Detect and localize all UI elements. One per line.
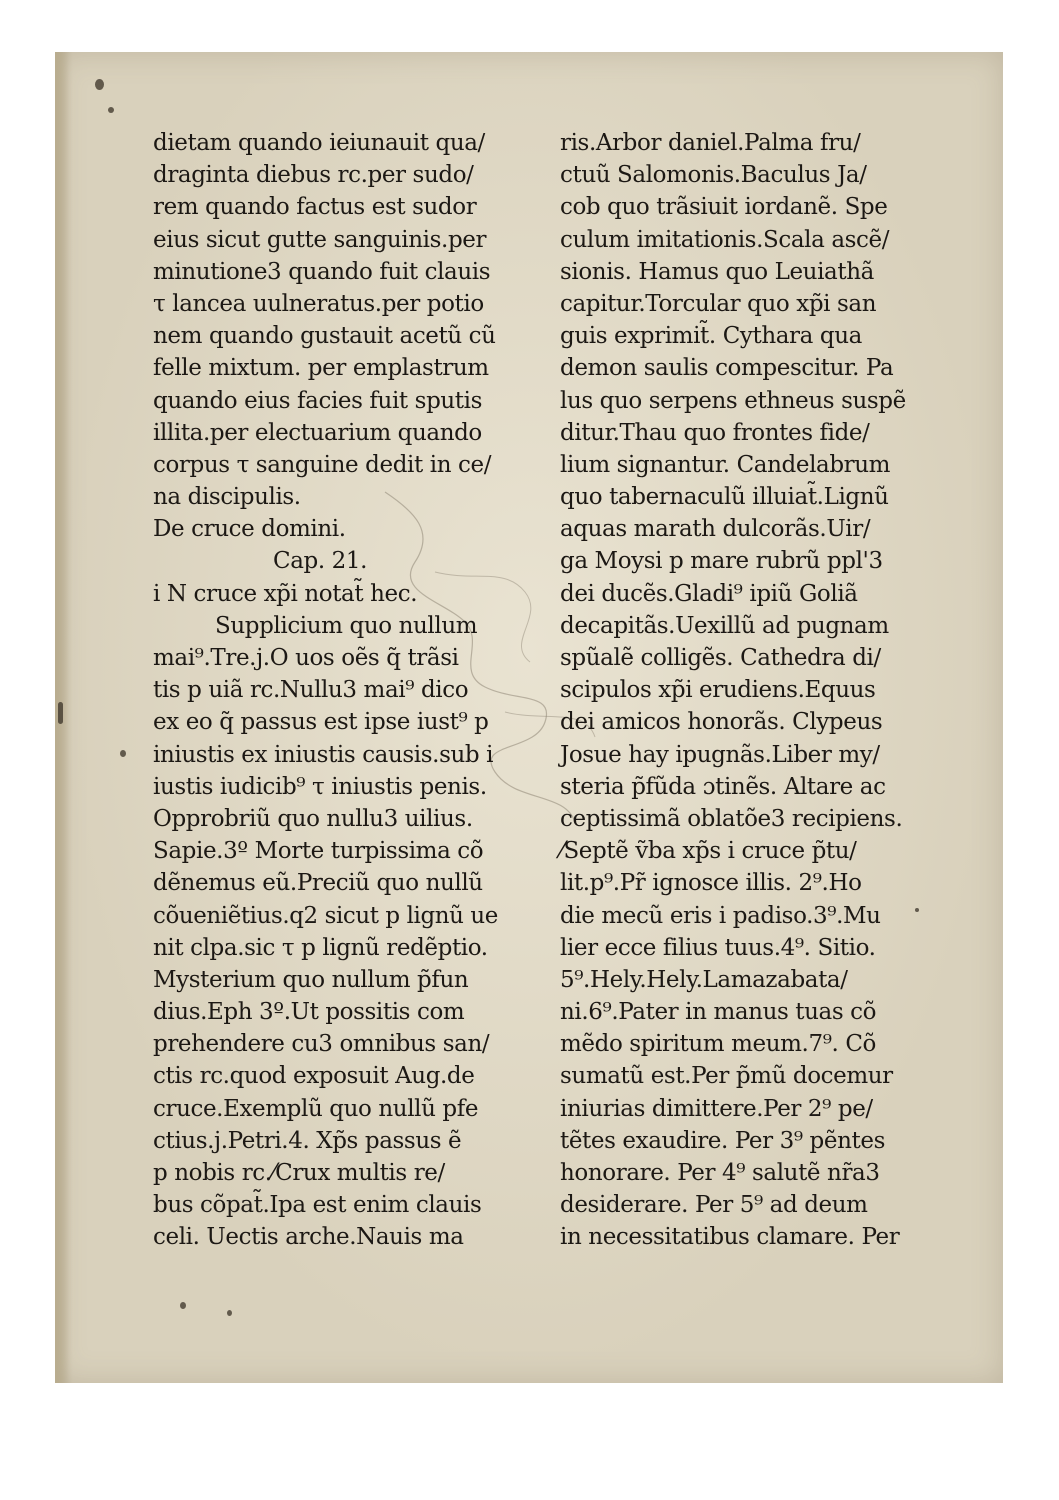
text-line: na discipulis.: [153, 484, 301, 511]
text-line: minutione3 quando fuit clauis: [153, 258, 491, 285]
scanned-page: [55, 52, 1003, 1383]
chapter-label: Cap. 21.: [273, 548, 368, 575]
ink-speck: [227, 1310, 232, 1316]
text-line: aquas marath dulcorãs.Uir/: [560, 516, 871, 543]
text-line: τ lancea uulneratus.per potio: [153, 290, 484, 317]
text-line: sionis. Hamus quo Leuiathã: [560, 258, 874, 285]
text-line: ⁄Septẽ ṽba xp̃s i cruce p̃tu/: [560, 838, 857, 865]
text-line: eius sicut gutte sanguinis.per: [153, 226, 487, 253]
text-line: corpus τ sanguine dedit in ce/: [153, 451, 492, 478]
text-line: dietam quando ieiunauit qua/: [153, 130, 485, 156]
text-line: lier ecce filius tuus.4⁹. Sitio.: [560, 934, 876, 961]
section-heading: De cruce domini.: [153, 516, 346, 543]
left-text-column: [153, 127, 498, 1254]
text-line: dei ducẽs.Gladi⁹ ipiũ Goliã: [560, 580, 858, 607]
text-line: steria p̃fũda ɔtinẽs. Altare ac: [560, 773, 886, 800]
ink-speck: [180, 1302, 186, 1309]
text-line: decapitãs.Uexillũ ad pugnam: [560, 612, 889, 639]
text-line: celi. Uectis arche.Nauis ma: [153, 1224, 464, 1251]
text-line: dius.Eph 3º.Ut possitis com: [153, 999, 465, 1026]
text-line: guis exprimit̃. Cythara qua: [560, 323, 862, 350]
text-line: Josue hay ipugnãs.Liber my/: [560, 741, 880, 768]
text-line: desiderare. Per 5⁹ ad deum: [560, 1192, 868, 1219]
text-line: lit.p⁹.Pr̃ ignosce illis. 2⁹.Ho: [560, 870, 862, 897]
text-line: capitur.Torcular quo xp̃i san: [560, 290, 877, 317]
text-line: lus quo serpens ethneus suspẽ: [560, 387, 906, 414]
text-line: p nobis rc.⁄Crux multis re/: [153, 1160, 445, 1186]
ink-speck: [915, 908, 919, 912]
ink-speck: [120, 750, 126, 757]
text-line: ga Moysi p mare rubrũ ppl'3: [560, 548, 883, 575]
text-line: tis p uiã rc.Nullu3 mai⁹ dico: [153, 677, 469, 704]
text-line: tẽtes exaudire. Per 3⁹ pẽntes: [560, 1127, 885, 1154]
text-line: ex eo q̃ passus est ipse iust⁹ p: [153, 709, 489, 736]
text-line: quo tabernaculũ illuiat̃.Lignũ: [560, 484, 889, 511]
text-line: iniustis ex iniustis causis.sub i: [153, 741, 494, 768]
ink-speck: [58, 702, 63, 724]
text-line: iustis iudicib⁹ τ iniustis penis.: [153, 773, 487, 800]
text-line: 5⁹.Hely.Hely.Lamazabata/: [560, 966, 848, 993]
text-line: Opprobriũ quo nullu3 uilius.: [153, 805, 473, 832]
text-line: ris.Arbor daniel.Palma fru/: [560, 130, 861, 156]
text-line: prehendere cu3 omnibus san/: [153, 1031, 490, 1058]
text-line: mai⁹.Tre.j.O uos oẽs q̃ trãsi: [153, 645, 459, 671]
text-line: cõueniẽtius.q2 sicut p lignũ ue: [153, 902, 498, 929]
text-line: draginta diebus rc.per sudo/: [153, 162, 474, 189]
text-line: ctius.j.Petri.4. Xp̃s passus ẽ: [153, 1127, 462, 1154]
text-line: demon saulis compescitur. Pa: [560, 355, 894, 382]
text-line: iniurias dimittere.Per 2⁹ pe/: [560, 1095, 873, 1122]
text-line: nit clpa.sic τ p lignũ redẽptio.: [153, 934, 488, 961]
right-text-column: [560, 127, 910, 1254]
text-line: honorare. Per 4⁹ salutẽ nr̃a3: [560, 1160, 880, 1186]
text-line: Supplicium quo nullum: [215, 612, 478, 639]
text-line: i N cruce xp̃i notat̃ hec.: [153, 580, 418, 607]
text-line: bus cõpat̃.Ipa est enim clauis: [153, 1192, 482, 1219]
text-line: dẽnemus eũ.Preciũ quo nullũ: [153, 870, 483, 897]
text-line: mẽdo spiritum meum.7⁹. Cõ: [560, 1031, 876, 1058]
text-line: felle mixtum. per emplastrum: [153, 355, 489, 382]
text-line: sumatũ est.Per p̃mũ docemur: [560, 1063, 893, 1090]
ink-speck: [95, 79, 104, 90]
text-line: rem quando factus est sudor: [153, 194, 477, 221]
text-line: culum imitationis.Scala ascẽ/: [560, 226, 890, 253]
text-line: ditur.Thau quo frontes fide/: [560, 419, 870, 446]
text-line: lium signantur. Candelabrum: [560, 451, 891, 478]
text-line: die mecũ eris i padiso.3⁹.Mu: [560, 902, 881, 929]
text-line: cob quo trãsiuit iordanẽ. Spe: [560, 194, 888, 221]
text-line: Mysterium quo nullum p̃fun: [153, 966, 469, 993]
text-line: scipulos xp̃i erudiens.Equus: [560, 677, 876, 704]
text-line: cruce.Exemplũ quo nullũ pfe: [153, 1095, 479, 1122]
text-line: illita.per electuarium quando: [153, 419, 482, 446]
text-line: dei amicos honorãs. Clypeus: [560, 709, 883, 736]
ink-speck: [108, 107, 114, 113]
text-line: ctuũ Salomonis.Baculus Ja/: [560, 162, 867, 189]
text-line: Sapie.3º Morte turpissima cõ: [153, 838, 484, 865]
text-line: nem quando gustauit acetũ cũ: [153, 323, 496, 350]
text-line: spũalẽ colligẽs. Cathedra di/: [560, 645, 881, 671]
text-line: ni.6⁹.Pater in manus tuas cõ: [560, 999, 877, 1026]
text-line: in necessitatibus clamare. Per: [560, 1224, 900, 1251]
text-line: ctis rc.quod exposuit Aug.de: [153, 1063, 475, 1090]
text-line: ceptissimã oblatõe3 recipiens.: [560, 805, 903, 832]
text-line: quando eius facies fuit sputis: [153, 387, 483, 414]
